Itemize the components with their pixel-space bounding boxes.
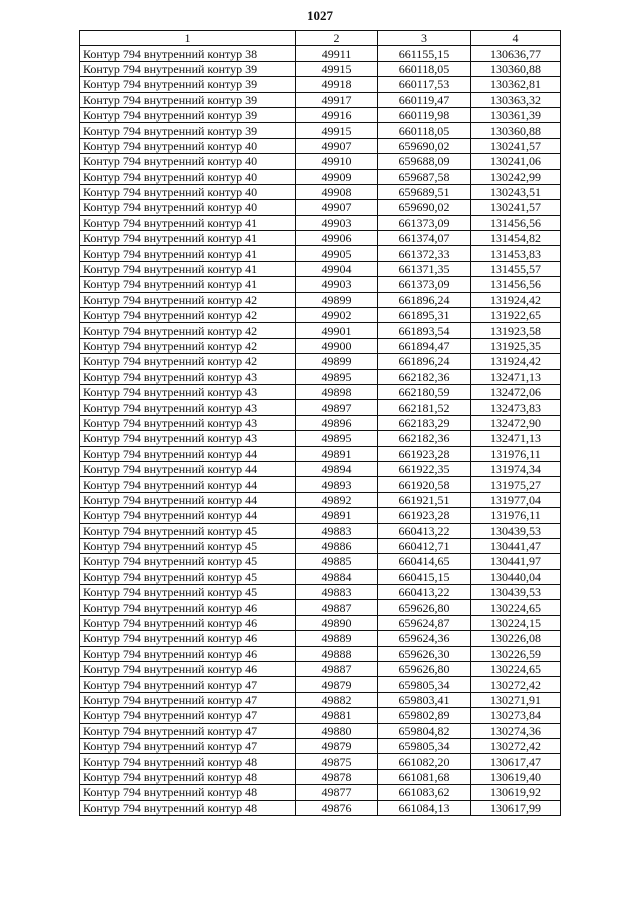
table-row [80,246,561,261]
table-row [80,646,561,661]
contour-name-cell: Контур 794 внутренний контур 48 [80,785,296,800]
x-coordinate-cell: 659626,80 [378,600,471,615]
y-coordinate-cell: 130619,40 [471,769,561,784]
table-row [80,184,561,199]
point-number-cell: 49906 [296,231,378,246]
x-coordinate-cell: 659624,87 [378,615,471,630]
contour-name-cell: Контур 794 внутренний контур 40 [80,169,296,184]
x-coordinate-cell: 659688,09 [378,154,471,169]
y-coordinate-cell: 131924,42 [471,354,561,369]
contour-name-cell: Контур 794 внутренний контур 45 [80,554,296,569]
x-coordinate-cell: 662182,36 [378,369,471,384]
y-coordinate-cell: 130619,92 [471,785,561,800]
point-number-cell: 49886 [296,538,378,553]
contour-name-cell: Контур 794 внутренний контур 46 [80,600,296,615]
point-number-cell: 49883 [296,523,378,538]
table-row [80,61,561,76]
contour-name-cell: Контур 794 внутренний контур 45 [80,523,296,538]
contour-name-cell: Контур 794 внутренний контур 42 [80,338,296,353]
contour-name-cell: Контур 794 внутренний контур 40 [80,200,296,215]
point-number-cell: 49887 [296,600,378,615]
point-number-cell: 49905 [296,246,378,261]
x-coordinate-cell: 659805,34 [378,738,471,753]
contour-name-cell: Контур 794 внутренний контур 42 [80,323,296,338]
point-number-cell: 49883 [296,585,378,600]
table-row [80,354,561,369]
point-number-cell: 49915 [296,61,378,76]
contour-name-cell: Контур 794 внутренний контур 39 [80,92,296,107]
y-coordinate-cell: 130224,65 [471,662,561,677]
contour-name-cell: Контур 794 внутренний контур 47 [80,723,296,738]
table-row [80,231,561,246]
page-number: 1027 [307,8,333,23]
table-row [80,569,561,584]
table-row [80,585,561,600]
contour-name-cell: Контур 794 внутренний контур 47 [80,677,296,692]
x-coordinate-cell: 661081,68 [378,769,471,784]
x-coordinate-cell: 660414,65 [378,554,471,569]
x-coordinate-cell: 660415,15 [378,569,471,584]
y-coordinate-cell: 131453,83 [471,246,561,261]
x-coordinate-cell: 661373,09 [378,215,471,230]
contour-name-cell: Контур 794 внутренний контур 43 [80,431,296,446]
table-row [80,677,561,692]
table-row [80,754,561,769]
y-coordinate-cell: 130361,39 [471,107,561,122]
table-row [80,708,561,723]
x-coordinate-cell: 660119,98 [378,107,471,122]
table-row [80,323,561,338]
point-number-cell: 49892 [296,492,378,507]
point-number-cell: 49907 [296,200,378,215]
y-coordinate-cell: 132472,06 [471,384,561,399]
y-coordinate-cell: 130362,81 [471,77,561,92]
table-row [80,723,561,738]
x-coordinate-cell: 659687,58 [378,169,471,184]
y-coordinate-cell: 130242,99 [471,169,561,184]
y-coordinate-cell: 130360,88 [471,61,561,76]
x-coordinate-cell: 661371,35 [378,261,471,276]
y-coordinate-cell: 130360,88 [471,123,561,138]
contour-name-cell: Контур 794 внутренний контур 41 [80,215,296,230]
y-coordinate-cell: 131924,42 [471,292,561,307]
column-header-1: 1 [80,31,296,46]
y-coordinate-cell: 130241,57 [471,138,561,153]
x-coordinate-cell: 661922,35 [378,461,471,476]
y-coordinate-cell: 131922,65 [471,308,561,323]
x-coordinate-cell: 661893,54 [378,323,471,338]
y-coordinate-cell: 130224,15 [471,615,561,630]
x-coordinate-cell: 661155,15 [378,46,471,61]
y-coordinate-cell: 130617,47 [471,754,561,769]
point-number-cell: 49879 [296,677,378,692]
point-number-cell: 49896 [296,415,378,430]
table-row [80,785,561,800]
point-number-cell: 49911 [296,46,378,61]
y-coordinate-cell: 131923,58 [471,323,561,338]
x-coordinate-cell: 661896,24 [378,354,471,369]
y-coordinate-cell: 130273,84 [471,708,561,723]
y-coordinate-cell: 130439,53 [471,585,561,600]
contour-name-cell: Контур 794 внутренний контур 45 [80,538,296,553]
x-coordinate-cell: 659804,82 [378,723,471,738]
contour-name-cell: Контур 794 внутренний контур 41 [80,231,296,246]
point-number-cell: 49881 [296,708,378,723]
point-number-cell: 49890 [296,615,378,630]
x-coordinate-cell: 661083,62 [378,785,471,800]
point-number-cell: 49907 [296,138,378,153]
contour-name-cell: Контур 794 внутренний контур 40 [80,184,296,199]
y-coordinate-cell: 130441,47 [471,538,561,553]
contour-name-cell: Контур 794 внутренний контур 45 [80,585,296,600]
contour-name-cell: Контур 794 внутренний контур 43 [80,400,296,415]
contour-name-cell: Контур 794 внутренний контур 39 [80,123,296,138]
y-coordinate-cell: 130224,65 [471,600,561,615]
x-coordinate-cell: 661920,58 [378,477,471,492]
contour-name-cell: Контур 794 внутренний контур 46 [80,646,296,661]
y-coordinate-cell: 130226,59 [471,646,561,661]
x-coordinate-cell: 660117,53 [378,77,471,92]
y-coordinate-cell: 131975,27 [471,477,561,492]
point-number-cell: 49878 [296,769,378,784]
y-coordinate-cell: 131976,11 [471,508,561,523]
contour-name-cell: Контур 794 внутренний контур 39 [80,61,296,76]
contour-name-cell: Контур 794 внутренний контур 41 [80,246,296,261]
point-number-cell: 49891 [296,508,378,523]
header-row [80,31,561,46]
point-number-cell: 49876 [296,800,378,815]
table-row [80,538,561,553]
point-number-cell: 49910 [296,154,378,169]
y-coordinate-cell: 130271,91 [471,692,561,707]
x-coordinate-cell: 659690,02 [378,200,471,215]
table-row [80,384,561,399]
y-coordinate-cell: 131925,35 [471,338,561,353]
contour-name-cell: Контур 794 внутренний контур 46 [80,631,296,646]
contour-name-cell: Контур 794 внутренний контур 40 [80,138,296,153]
y-coordinate-cell: 130440,04 [471,569,561,584]
x-coordinate-cell: 661374,07 [378,231,471,246]
point-number-cell: 49902 [296,308,378,323]
contour-name-cell: Контур 794 внутренний контур 47 [80,692,296,707]
contour-name-cell: Контур 794 внутренний контур 44 [80,477,296,492]
table-row [80,77,561,92]
table-row [80,369,561,384]
table-row [80,508,561,523]
y-coordinate-cell: 132471,13 [471,431,561,446]
y-coordinate-cell: 130241,57 [471,200,561,215]
contour-name-cell: Контур 794 внутренний контур 44 [80,461,296,476]
table-row [80,769,561,784]
contour-name-cell: Контур 794 внутренний контур 39 [80,107,296,122]
contour-name-cell: Контур 794 внутренний контур 42 [80,308,296,323]
x-coordinate-cell: 660413,22 [378,585,471,600]
x-coordinate-cell: 662182,36 [378,431,471,446]
table-header [80,31,561,46]
contour-name-cell: Контур 794 внутренний контур 48 [80,800,296,815]
contour-name-cell: Контур 794 внутренний контур 41 [80,261,296,276]
point-number-cell: 49915 [296,123,378,138]
contour-name-cell: Контур 794 внутренний контур 44 [80,492,296,507]
x-coordinate-cell: 659626,80 [378,662,471,677]
contour-name-cell: Контур 794 внутренний контур 39 [80,77,296,92]
y-coordinate-cell: 130441,97 [471,554,561,569]
contour-name-cell: Контур 794 внутренний контур 38 [80,46,296,61]
point-number-cell: 49900 [296,338,378,353]
x-coordinate-cell: 662180,59 [378,384,471,399]
y-coordinate-cell: 132473,83 [471,400,561,415]
y-coordinate-cell: 130243,51 [471,184,561,199]
contour-name-cell: Контур 794 внутренний контур 41 [80,277,296,292]
point-number-cell: 49918 [296,77,378,92]
table-row [80,631,561,646]
y-coordinate-cell: 130241,06 [471,154,561,169]
x-coordinate-cell: 660118,05 [378,61,471,76]
point-number-cell: 49895 [296,431,378,446]
table-row [80,338,561,353]
contour-name-cell: Контур 794 внутренний контур 44 [80,446,296,461]
point-number-cell: 49889 [296,631,378,646]
table-row [80,523,561,538]
table-row [80,692,561,707]
point-number-cell: 49884 [296,569,378,584]
x-coordinate-cell: 661923,28 [378,446,471,461]
table-row [80,154,561,169]
y-coordinate-cell: 131974,34 [471,461,561,476]
column-header-2: 2 [296,31,378,46]
x-coordinate-cell: 661373,09 [378,277,471,292]
x-coordinate-cell: 659802,89 [378,708,471,723]
x-coordinate-cell: 659803,41 [378,692,471,707]
y-coordinate-cell: 130272,42 [471,738,561,753]
column-header-4: 4 [471,31,561,46]
y-coordinate-cell: 131454,82 [471,231,561,246]
table-row [80,477,561,492]
point-number-cell: 49901 [296,323,378,338]
point-number-cell: 49880 [296,723,378,738]
y-coordinate-cell: 131977,04 [471,492,561,507]
table-row [80,400,561,415]
contour-name-cell: Контур 794 внутренний контур 43 [80,415,296,430]
x-coordinate-cell: 661921,51 [378,492,471,507]
point-number-cell: 49895 [296,369,378,384]
x-coordinate-cell: 661084,13 [378,800,471,815]
table-row [80,138,561,153]
point-number-cell: 49908 [296,184,378,199]
table-row [80,800,561,815]
table-row [80,738,561,753]
point-number-cell: 49891 [296,446,378,461]
point-number-cell: 49879 [296,738,378,753]
point-number-cell: 49877 [296,785,378,800]
table-row [80,215,561,230]
y-coordinate-cell: 132472,90 [471,415,561,430]
x-coordinate-cell: 659626,30 [378,646,471,661]
x-coordinate-cell: 659624,36 [378,631,471,646]
x-coordinate-cell: 660412,71 [378,538,471,553]
y-coordinate-cell: 130617,99 [471,800,561,815]
x-coordinate-cell: 662183,29 [378,415,471,430]
contour-name-cell: Контур 794 внутренний контур 48 [80,769,296,784]
contour-name-cell: Контур 794 внутренний контур 40 [80,154,296,169]
x-coordinate-cell: 660413,22 [378,523,471,538]
point-number-cell: 49898 [296,384,378,399]
x-coordinate-cell: 661894,47 [378,338,471,353]
contour-name-cell: Контур 794 внутренний контур 43 [80,369,296,384]
y-coordinate-cell: 132471,13 [471,369,561,384]
point-number-cell: 49899 [296,292,378,307]
table-row [80,92,561,107]
point-number-cell: 49904 [296,261,378,276]
table-row [80,46,561,61]
y-coordinate-cell: 130363,32 [471,92,561,107]
y-coordinate-cell: 131455,57 [471,261,561,276]
point-number-cell: 49888 [296,646,378,661]
point-number-cell: 49893 [296,477,378,492]
table-row [80,554,561,569]
table-row [80,261,561,276]
point-number-cell: 49903 [296,215,378,230]
y-coordinate-cell: 130439,53 [471,523,561,538]
x-coordinate-cell: 662181,52 [378,400,471,415]
y-coordinate-cell: 131456,56 [471,215,561,230]
point-number-cell: 49916 [296,107,378,122]
point-number-cell: 49887 [296,662,378,677]
x-coordinate-cell: 659689,51 [378,184,471,199]
table-row [80,600,561,615]
contour-name-cell: Контур 794 внутренний контур 43 [80,384,296,399]
point-number-cell: 49882 [296,692,378,707]
point-number-cell: 49894 [296,461,378,476]
point-number-cell: 49899 [296,354,378,369]
table-row [80,169,561,184]
table-row [80,308,561,323]
x-coordinate-cell: 661372,33 [378,246,471,261]
column-header-3: 3 [378,31,471,46]
y-coordinate-cell: 130272,42 [471,677,561,692]
x-coordinate-cell: 661082,20 [378,754,471,769]
point-number-cell: 49903 [296,277,378,292]
table-row [80,107,561,122]
point-number-cell: 49917 [296,92,378,107]
table-row [80,277,561,292]
y-coordinate-cell: 131456,56 [471,277,561,292]
table-row [80,415,561,430]
x-coordinate-cell: 661923,28 [378,508,471,523]
contour-name-cell: Контур 794 внутренний контур 44 [80,508,296,523]
table-row [80,123,561,138]
table-row [80,431,561,446]
x-coordinate-cell: 659805,34 [378,677,471,692]
contour-name-cell: Контур 794 внутренний контур 48 [80,754,296,769]
x-coordinate-cell: 661896,24 [378,292,471,307]
x-coordinate-cell: 661895,31 [378,308,471,323]
contour-name-cell: Контур 794 внутренний контур 46 [80,662,296,677]
contour-name-cell: Контур 794 внутренний контур 46 [80,615,296,630]
y-coordinate-cell: 130226,08 [471,631,561,646]
contour-name-cell: Контур 794 внутренний контур 47 [80,738,296,753]
contour-name-cell: Контур 794 внутренний контур 47 [80,708,296,723]
table-row [80,292,561,307]
table-body [80,46,561,816]
table-row [80,662,561,677]
point-number-cell: 49875 [296,754,378,769]
table-row [80,200,561,215]
y-coordinate-cell: 131976,11 [471,446,561,461]
contour-name-cell: Контур 794 внутренний контур 45 [80,569,296,584]
contour-name-cell: Контур 794 внутренний контур 42 [80,292,296,307]
x-coordinate-cell: 660118,05 [378,123,471,138]
table-row [80,492,561,507]
x-coordinate-cell: 660119,47 [378,92,471,107]
table-row [80,461,561,476]
point-number-cell: 49897 [296,400,378,415]
table-row [80,446,561,461]
y-coordinate-cell: 130274,36 [471,723,561,738]
coordinates-table [79,30,561,816]
x-coordinate-cell: 659690,02 [378,138,471,153]
point-number-cell: 49885 [296,554,378,569]
y-coordinate-cell: 130636,77 [471,46,561,61]
point-number-cell: 49909 [296,169,378,184]
table-row [80,615,561,630]
contour-name-cell: Контур 794 внутренний контур 42 [80,354,296,369]
